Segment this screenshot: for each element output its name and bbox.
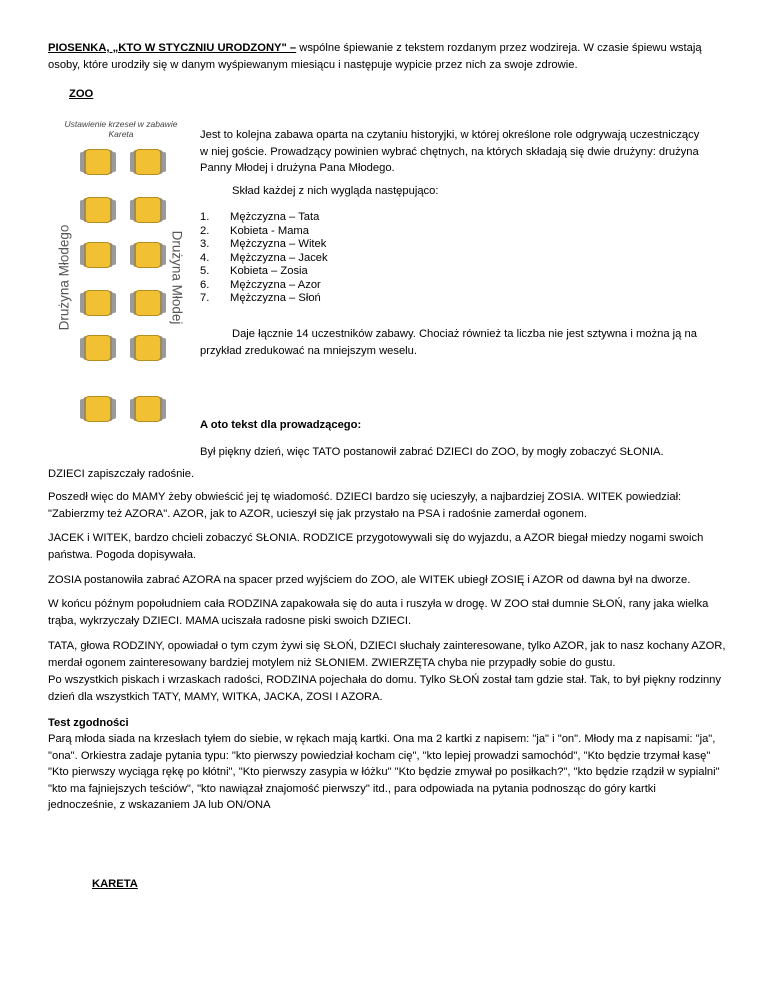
story-paragraph: Po wszystkich piskach i wrzaskach radości, RODZINA pojechała do domu. Tylko SŁOŃ został tam gdzie stał. Tak, to był piękny rodzinny dzień dla wszystkich TATY, MAMY, WITKA, JACKA, ZOSI I AZORA. bbox=[48, 674, 721, 703]
list-item: 2. Kobieta - Mama bbox=[200, 224, 309, 237]
chair bbox=[135, 149, 161, 175]
roles-list bbox=[200, 211, 328, 306]
participants-note: Daje łącznie 14 uczestników zabawy. Chociaż również ta liczba nie jest sztywna i można ją na przykład zredukować na mniejszym weselu. bbox=[200, 328, 697, 357]
chair bbox=[85, 149, 111, 175]
list-item: 1. Mężczyzna – Tata bbox=[200, 211, 320, 223]
story-paragraph: JACEK i WITEK, bardzo chcieli zobaczyć SŁONIA. RODZICE przygotowywali się do wyjazdu, a AZOR biegał miedzy nogami swoich państwa. Pogoda dopisywała. bbox=[48, 532, 704, 561]
chair-figure bbox=[50, 112, 190, 432]
kareta-heading: KARETA bbox=[92, 878, 138, 890]
story-paragraph: W końcu późnym popołudniem cała RODZINA zapakowała się do auta i ruszyła w drogę. W ZOO stał dumnie SŁOŃ, rany jaka wielka trąba, wykrzyczały DZIECI. MAMA uciszała radosne piski swoich DZIECI. bbox=[48, 598, 709, 627]
list-item: 5. Kobieta – Zosia bbox=[200, 265, 308, 277]
chair bbox=[85, 197, 111, 223]
chair bbox=[135, 335, 161, 361]
host-heading: A oto tekst dla prowadzącego: bbox=[200, 419, 362, 431]
chair bbox=[135, 242, 161, 268]
chair bbox=[85, 290, 111, 316]
chair bbox=[85, 335, 111, 361]
right-team-label: Drużyna Młodej bbox=[169, 230, 185, 325]
intro-title: PIOSENKA, „KTO W STYCZNIU URODZONY" – bbox=[48, 42, 297, 54]
chair bbox=[85, 242, 111, 268]
list-item: 4. Mężczyzna – Jacek bbox=[200, 251, 328, 264]
chair bbox=[85, 396, 111, 422]
intro-text: wspólne śpiewanie z tekstem rozdanym przez wodzireja. W czasie śpiewu wstają osoby, które urodziły się w danym wyśpiewanym miesiącu i następuje wypicie przez nich za swoje zdrowie. bbox=[48, 42, 702, 71]
test-text: Parą młoda siada na krzesłach tyłem do siebie, w rękach mają kartki. Ona ma 2 kartki z napisem: "ja" i "on". Młody ma z napisami: "ja", "ona". Orkiestra zadaje pytania typu: "kto pierwszy powiedział kocham cię", "kto lepiej prowadzi samochód", "Kto będzie trzymał kasę" "Kto pierwszy wyciąga rękę po kłótni", "Kto pierwszy zasypia w łóżku" "Kto będzie zmywał po posiłkach?", "kto będzie rządził w sypialni" "kto ma fajniejszych teściów", "kto nawiązał znajomość pierwszy" itd., para odpowiada na pytania podnosząc do góry kartki jednocześnie, z wskazaniem JA lub ON/ONA bbox=[48, 733, 720, 812]
intro-paragraph bbox=[48, 40, 726, 73]
zoo-description: Jest to kolejna zabawa oparta na czytaniu historyjki, w której określone role odgrywają uczestniczący w niej goście. Prowadzący powinien wybrać chętnych, na których składają się dwie drużyny: drużyna Panny Młodej i drużyna Pana Młodego. bbox=[200, 129, 700, 175]
list-item: 7. Mężczyzna – Słoń bbox=[200, 292, 321, 304]
chair bbox=[135, 290, 161, 316]
story-paragraph: Był piękny dzień, więc TATO postanowił zabrać DZIECI do ZOO, by mogły zobaczyć SŁONIA. bbox=[200, 446, 664, 458]
test-heading: Test zgodności bbox=[48, 717, 129, 729]
list-item: 3. Mężczyzna – Witek bbox=[200, 238, 327, 250]
zoo-heading: ZOO bbox=[69, 88, 94, 100]
roles-intro: Skład każdej z nich wygląda następująco: bbox=[232, 185, 439, 197]
figure-title: Ustawienie krzeseł w zabawie Kareta bbox=[64, 119, 178, 139]
story-paragraph: Poszedł więc do MAMY żeby obwieścić jej tę wiadomość. DZIECI bardzo się ucieszyły, a najbardziej ZOSIA. WITEK powiedział: "Zabierzmy też AZORA". AZOR, jak to AZOR, ucieszył się jak przystało na PSA i radośnie zamerdał ogonem. bbox=[48, 491, 682, 520]
story-paragraph: TATA, głowa RODZINY, opowiadał o tym czym żywi się SŁOŃ, DZIECI słuchały zainteresowane, tylko AZOR, jak to nasz kochany AZOR, merdał ogonem zainteresowany bardziej motylem niż SŁONIEM. ZWIERZĘTA chyba nie przypadły sobie do gustu. bbox=[48, 640, 726, 669]
story-paragraph: DZIECI zapiszczały radośnie. bbox=[48, 468, 195, 480]
chair bbox=[135, 396, 161, 422]
chair bbox=[135, 197, 161, 223]
left-team-label: Drużyna Młodego bbox=[56, 224, 72, 331]
list-item: 6. Mężczyzna – Azor bbox=[200, 278, 321, 291]
story-paragraph: ZOSIA postanowiła zabrać AZORA na spacer przed wyjściem do ZOO, ale WITEK ubiegł ZOSIĘ i AZOR od dawna był na dworze. bbox=[48, 574, 691, 586]
